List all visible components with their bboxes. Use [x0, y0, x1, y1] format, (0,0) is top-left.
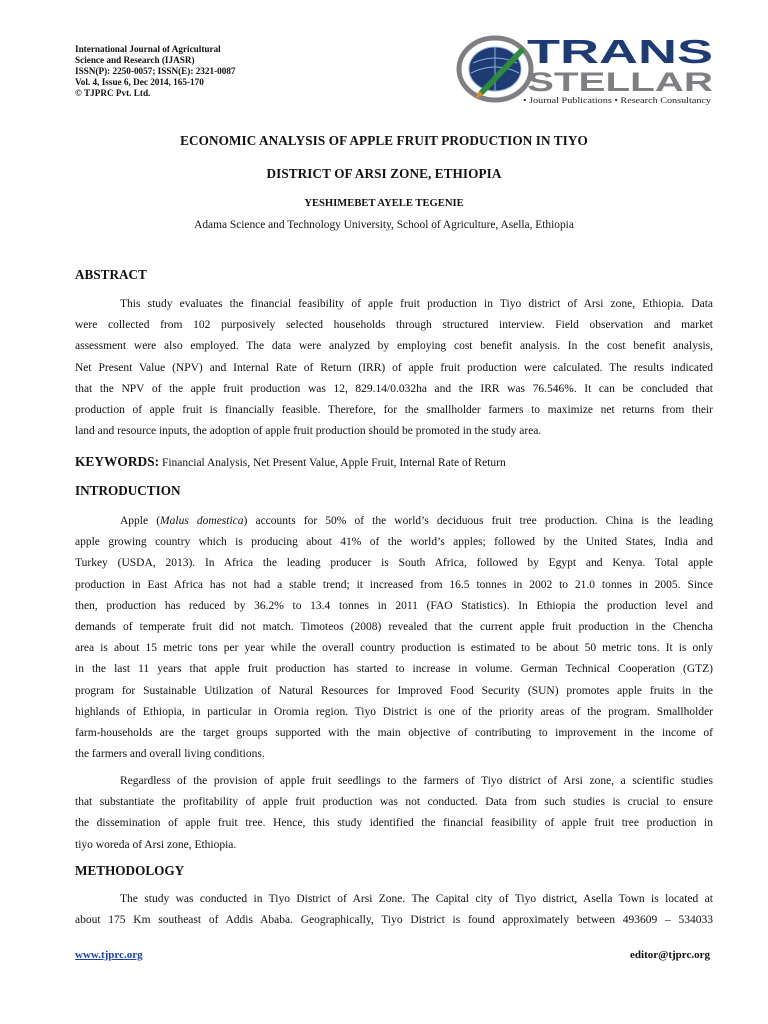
abstract-paragraph — [75, 294, 713, 442]
introduction-heading: INTRODUCTION — [75, 483, 181, 498]
abstract-line: that the NPV of the apple fruit production was 12, 829.14/0.032ha and the IRR was 76.546%. It can be concluded that — [75, 382, 713, 395]
abstract-line: This study evaluates the financial feasibility of apple fruit production in Tiyo district of Arsi zone, Ethiopia. Data — [120, 298, 713, 310]
intro2-line: that substantiate the profitability of apple fruit production was not conducted. Data from such studies is crucial to ensure — [75, 796, 713, 809]
methodology-paragraph — [75, 889, 713, 931]
author-name: YESHIMEBET AYELE TEGENIE — [304, 198, 464, 209]
globe-icon — [459, 38, 531, 100]
introduction-paragraph-1 — [75, 511, 713, 765]
intro-line: the farmers and overall living conditions. — [75, 748, 265, 761]
intro-line: farm-households are the target groups supported with the main objective of contributing to improvement in the income of — [75, 727, 713, 740]
intro-line: program for Sustainable Utilization of Natural Resources for Improved Food Security (SUN) promotes apple fruits in the — [75, 684, 713, 697]
intro-first-rest: ) accounts for 50% of the world’s deciduous fruit tree production. China is the leading — [243, 515, 713, 527]
journal-issn: ISSN(P): 2250-0057; ISSN(E): 2321-0087 — [75, 66, 236, 76]
author-affiliation: Adama Science and Technology University, School of Agriculture, Asella, Ethiopia — [194, 219, 574, 231]
footer-website-link[interactable]: www.tjprc.org — [75, 949, 143, 961]
logo-tagline: • Journal Publications • Research Consultancy — [523, 96, 713, 105]
keywords — [75, 453, 506, 471]
logo-stellar-text: STELLAR — [527, 67, 713, 97]
methodology-heading: METHODOLOGY — [75, 863, 185, 878]
trans-stellar-logo — [455, 33, 717, 107]
abstract-line: assessment were also employed. The data were analyzed by employing cost benefit analysis. In the cost benefit analysis, — [75, 340, 713, 353]
abstract-line: production of apple fruit is financially feasible. Therefore, for the smallholder farmers to maximize net returns from their — [75, 404, 713, 417]
footer-email: editor@tjprc.org — [630, 949, 710, 961]
intro-line: production in East Africa has not had a stable trend; it increased from 16.5 tonnes in 2002 to 21.0 tonnes in 2005. Since — [75, 578, 713, 591]
intro-first-line — [75, 511, 713, 532]
journal-name-line1: International Journal of Agricultural — [75, 44, 221, 54]
intro-line: in the last 11 years that apple fruit production has started to increase in volume. German Technical Cooperation (GTZ) — [75, 663, 713, 676]
abstract-line: land and resource inputs, the adoption of apple fruit production should be promoted in the study area. — [75, 425, 542, 438]
intro-prefix: Apple ( — [120, 515, 161, 527]
intro2-line: Regardless of the provision of apple fruit seedlings to the farmers of Tiyo district of Arsi zone, a scientific studies — [120, 775, 713, 787]
intro-line: highlands of Ethiopia, in particular in Oromia region. Tiyo District is one of the priority areas of the program. Smallholder — [75, 705, 713, 718]
abstract-line: were collected from 102 purposively selected households through structured interview. Field observation and market — [75, 319, 713, 332]
intro-line: apple growing country which is producing about 41% of the world’s apples; followed by the United States, India and — [75, 536, 713, 549]
intro-line: then, production has reduced by 36.2% to 13.4 tonnes in 2011 (FAO Statistics). In Ethiopia the production level and — [75, 599, 713, 612]
methodology-line: The study was conducted in Tiyo District of Arsi Zone. The Capital city of Tiyo district, Asella Town is located at — [120, 893, 713, 905]
paper-title-line1: ECONOMIC ANALYSIS OF APPLE FRUIT PRODUCTION IN TIYO — [180, 133, 588, 148]
logo-trans-text: TRANS — [527, 33, 713, 70]
keywords-text: Financial Analysis, Net Present Value, Apple Fruit, Internal Rate of Return — [159, 457, 506, 469]
intro2-line: tiyo woreda of Arsi zone, Ethiopia. — [75, 838, 237, 851]
abstract-heading: ABSTRACT — [75, 267, 147, 282]
journal-info — [75, 44, 375, 99]
keywords-label: KEYWORDS: — [75, 454, 160, 469]
journal-volume: Vol. 4, Issue 6, Dec 2014, 165-170 — [75, 77, 204, 87]
journal-copyright: © TJPRC Pvt. Ltd. — [75, 88, 151, 98]
intro-line: demands of temperate fruit did not match. Timoteos (2008) revealed that the current apple fruit production in the Chencha — [75, 621, 713, 634]
methodology-line: about 175 Km southeast of Addis Ababa. Geographically, Tiyo District is found approximately between 493609 – 534033 — [75, 914, 713, 927]
intro-line: Turkey (USDA, 2013). In Africa the leading producer is South Africa, followed by Egypt and Kenya. Total apple — [75, 557, 713, 570]
intro-line: area is about 15 metric tons per year while the overall country production is estimated to be about 50 metric tons. It is only — [75, 642, 713, 655]
paper-title-line2: DISTRICT OF ARSI ZONE, ETHIOPIA — [266, 166, 502, 181]
intro2-line: the dissemination of apple fruit tree. Hence, this study identified the financial feasibility of apple fruit tree production in — [75, 817, 713, 830]
abstract-line: Net Present Value (NPV) and Internal Rate of Return (IRR) of apple fruit production were calculated. The results indicated — [75, 361, 713, 374]
journal-name-line2: Science and Research (IJASR) — [75, 55, 195, 65]
species-name: Malus domestica — [160, 515, 244, 527]
introduction-paragraph-2 — [75, 771, 713, 856]
